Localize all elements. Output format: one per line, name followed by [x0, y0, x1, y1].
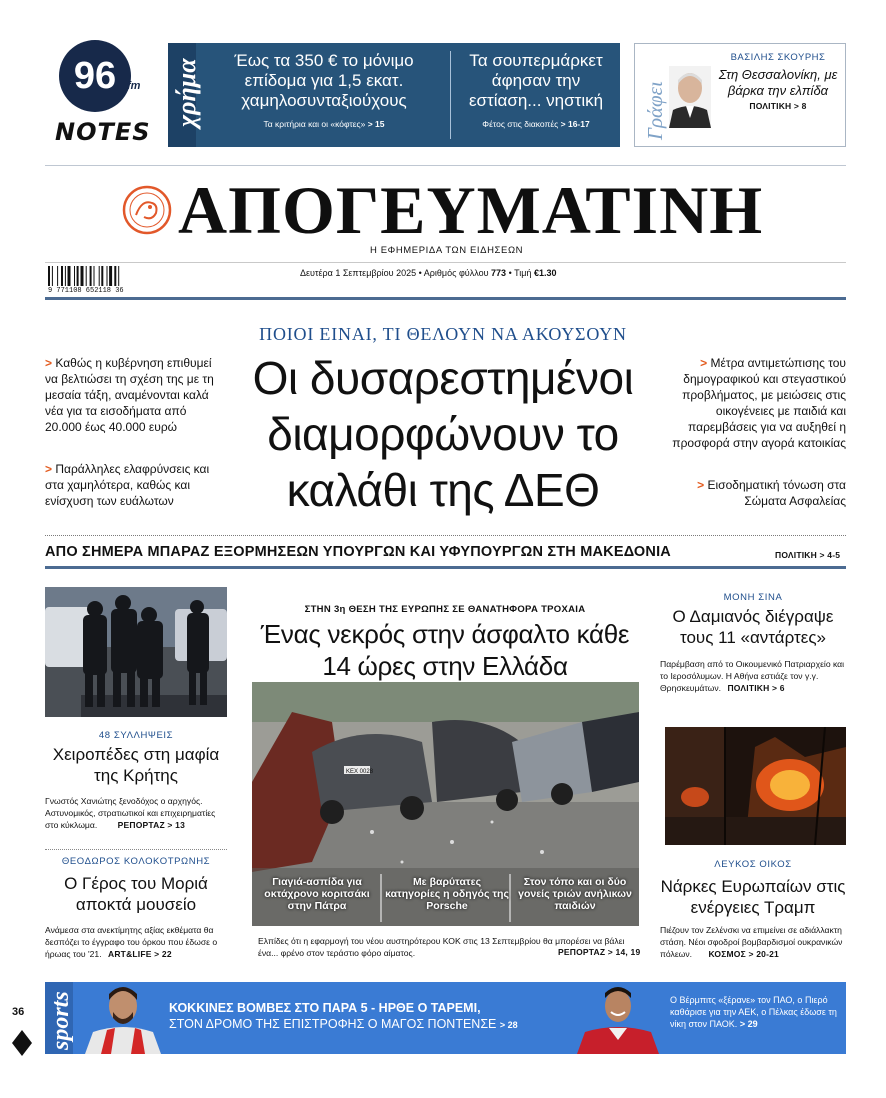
barcode-bar [65, 266, 66, 286]
left-dotted-divider [45, 849, 227, 850]
sinai-body: Παρέμβαση από το Οικουμενικό Πατριαρχείο και το Ιεροσόλυμων. Η Αθήνα εστιάζε τον γ.γ. Θρησκευμάτων. ΠΟΛΙΤΙΚΗ > 6 [660, 659, 845, 693]
barcode-bar [74, 266, 75, 286]
sinai-headline[interactable]: Ο Δαμιανός διέγραψε τους 11 «αντάρτες» [672, 607, 834, 647]
sports-section-tab: sports [45, 982, 73, 1054]
barcode-bar [81, 266, 84, 286]
crash-caption-3: Στον τόπο και οι δύο γονείς τριών ανήλικων παιδιών [518, 876, 632, 912]
barcode-bar [48, 266, 50, 286]
license-plate: ΚΕΧ 0028 [346, 769, 374, 775]
sports-line-2-ref: > 28 [499, 1020, 518, 1030]
money-teaser-1-ref: > 15 [367, 119, 385, 129]
masthead-title[interactable]: ΑΠΟΓΕΥΜΑΤΙΝΗ [178, 172, 764, 248]
barcode-bar [90, 266, 92, 286]
masthead-subtitle: Η ΕΦΗΜΕΡΙΔΑ ΤΩΝ ΕΙΔΗΣΕΩΝ [370, 245, 524, 256]
column-author: ΒΑΣΙΛΗΣ ΣΚΟΥΡΗΣ [730, 52, 826, 63]
museum-headline[interactable]: Ο Γέρος του Μοριά αποκτά μουσείο [64, 874, 208, 914]
sports-line-1: ΚΟΚΚΙΝΕΣ ΒΟΜΒΕΣ ΣΤΟ ΠΑΡΑ 5 - ΗΡΘΕ Ο ΤΑΡΕΜΙ, [169, 1001, 481, 1015]
barcode-bar [99, 266, 100, 286]
barcode-bar [109, 266, 112, 286]
lead-right-bullet-1: > Μέτρα αντιμετώπισης του δημογραφικού και στεγαστικού προβλήματος, με μειώσεις στις οικογένειες με παιδιά και παρεμβάσεις για να αυξηθεί η προσφορά στην αγορά κατοικίας [672, 356, 846, 450]
money-divider [450, 51, 451, 139]
museum-body: Ανάμεσα στα ανεκτίμητης αξίας εκθέματα θα δεσπόζει το έγγραφο του όρκου που έδωσε ο ήρωας του '21. ART&LIFE > 22 [45, 925, 218, 959]
barcode-bar [114, 266, 116, 286]
barcode-addon: 36 [115, 287, 124, 295]
museum-kicker: ΘΕΟΔΩΡΟΣ ΚΟΛΟΚΟΤΡΩΝΗΣ [61, 856, 211, 867]
bullet-arrow-icon: > [700, 356, 708, 370]
crash-caption-1: Γιαγιά-ασπίδα για οκτάχρονο κοριτσάκι στην Πάτρα [264, 876, 370, 912]
badge-fm: fm [127, 80, 141, 92]
money-teaser-1-headline: Έως τα 350 € το μόνιμο επίδομα για 1,5 εκατ. χαμηλοσυνταξιούχους [234, 51, 414, 110]
lead-banner-ref: ΠΟΛΙΤΙΚΗ > 4-5 [775, 550, 841, 560]
blue-divider-2 [45, 566, 846, 569]
notes-brand: NOTES [55, 118, 151, 146]
crete-headline[interactable]: Χειροπέδες στη μαφία της Κρήτης [52, 745, 220, 785]
barcode-bar [94, 266, 95, 286]
lead-headline[interactable]: Οι δυσαρεστημένοι διαμορφώνουν το καλάθι της ΔΕΘ [252, 352, 634, 516]
barcode-bar [118, 266, 119, 286]
museum-ref: ART&LIFE > 22 [108, 949, 172, 959]
lead-left-bullet-2: > Παράλληλες ελαφρύνσεις και στα χαμηλότερα, καθώς και ενίσχυση των ευάλωτων [45, 462, 210, 508]
lead-left-bullet-1: > Καθώς η κυβέρνηση επιθυμεί να βελτιώσει τη σχέση της με τη μεσαία τάξη, αναμένονται καλά νέα για τα εισοδήματα από 20.000 έως 40.000 ευρώ [45, 356, 214, 434]
sports-band[interactable] [45, 982, 846, 1054]
sports-main[interactable] [169, 1000, 569, 1033]
diamond-icon [12, 1030, 32, 1056]
sports-line-2: ΣΤΟΝ ΔΡΟΜΟ ΤΗΣ ΕΠΙΣΤΡΟΦΗΣ Ο ΜΑΓΟΣ ΠΟΝΤΕΝΣΕ [169, 1017, 497, 1031]
price-label: Τιμή [514, 268, 532, 278]
column-ref: ΠΟΛΙΤΙΚΗ > 8 [749, 101, 807, 111]
crash-caption-2: Με βαρύτατες κατηγορίες η οδηγός της Porsche [385, 876, 509, 912]
money-teaser-2-ref: > 16-17 [560, 119, 590, 129]
barcode-bar [61, 266, 63, 286]
bombing-fire-photo[interactable] [665, 727, 846, 845]
lead-right-bullet-2: > Εισοδηματική τόνωση στα Σώματα Ασφαλείας [697, 478, 846, 508]
whitehouse-headline[interactable]: Νάρκες Ευρωπαίων στις ενέργειες Τραμπ [660, 877, 846, 917]
road-body: Ελπίδες ότι η εφαρμογή του νέου αυστηρότερου ΚΟΚ στις 13 Σεπτεμβρίου θα μπορέσει να βάλει ένα... φρένο στον τεράστιο φόρο αίματος. [258, 936, 625, 958]
barcode-bar [57, 266, 58, 286]
blue-divider-1 [45, 297, 846, 300]
issue-info: Δευτέρα 1 Σεπτεμβρίου 2025 • Αριθμός φύλλου 773 • Τιμή €1.30 [300, 268, 557, 278]
player-photo-left [81, 982, 165, 1054]
bullet-arrow-icon: > [45, 462, 53, 476]
money-section-tab: χρήμα [168, 43, 196, 147]
top-divider [45, 165, 846, 166]
bullet-arrow-icon: > [45, 356, 53, 370]
column-section-tab: Γράφει [643, 81, 667, 140]
money-teaser-1-subline: Τα κριτήρια και οι «κόφτες» [263, 119, 366, 129]
road-headline[interactable]: Ένας νεκρός στην άσφαλτο κάθε 14 ώρες στην Ελλάδα [260, 619, 630, 681]
police-arrest-photo[interactable] [45, 587, 227, 717]
whitehouse-ref: ΚΟΣΜΟΣ > 20-21 [708, 949, 779, 959]
issue-label: Αριθμός φύλλου [423, 268, 489, 278]
barcode-bar [77, 266, 79, 286]
badge-96: 96 [59, 40, 131, 112]
whitehouse-kicker: ΛΕΥΚΟΣ ΟΙΚΟΣ [714, 859, 792, 870]
money-teaser-box[interactable] [168, 43, 620, 147]
lead-banner[interactable]: ΑΠΟ ΣΗΜΕΡΑ ΜΠΑΡΑΖ ΕΞΟΡΜΗΣΕΩΝ ΥΠΟΥΡΓΩΝ ΚΑΙ ΥΦΥΠΟΥΡΓΩΝ ΣΤΗ ΜΑΚΕΔΟΝΙΑ [45, 544, 671, 560]
barcode-bar [107, 266, 108, 286]
crete-kicker: 48 ΣΥΛΛΗΨΕΙΣ [98, 730, 174, 741]
money-teaser-2[interactable] [456, 51, 616, 129]
money-teaser-2-subline: Φέτος στις διακοπές [482, 119, 559, 129]
masthead-divider [45, 262, 846, 263]
issue-date: Δευτέρα 1 Σεπτεμβρίου 2025 [300, 268, 417, 278]
barcode-bar [86, 266, 87, 286]
opinion-column-box[interactable] [634, 43, 846, 147]
bullet-arrow-icon: > [697, 478, 705, 492]
masthead-seal-icon [122, 185, 172, 235]
barcode-bar [68, 266, 71, 286]
barcode-bar [101, 266, 103, 286]
player-photo-right [575, 982, 661, 1054]
road-kicker: ΣΤΗΝ 3η ΘΕΣΗ ΤΗΣ ΕΥΡΩΠΗΣ ΣΕ ΘΑΝΑΤΗΦΟΡΑ ΤΡΟΧΑΙΑ [304, 604, 586, 615]
price: €1.30 [533, 268, 557, 278]
dotted-divider [45, 535, 846, 536]
column-headline: Στη Θεσσαλονίκη, με βάρκα την ελπίδα [718, 67, 838, 98]
author-photo [669, 66, 711, 128]
road-ref: ΡΕΠΟΡΤΑΖ > 14, 19 [558, 947, 641, 957]
lead-kicker: ΠΟΙΟΙ ΕΙΝΑΙ, ΤΙ ΘΕΛΟΥΝ ΝΑ ΑΚΟΥΣΟΥΝ [259, 324, 627, 344]
sinai-kicker: ΜΟΝΗ ΣΙΝΑ [723, 592, 783, 603]
whitehouse-body: Πιέζουν τον Ζελένσκι να επιμείνει σε αδιάλλακτη στάση. Νέοι σφοδροί βομβαρδισμοί ουκρανικών πόλεων. ΚΟΣΜΟΣ > 20-21 [660, 925, 843, 959]
crete-body: Γνωστός Χανιώτης ξενοδόχος ο αρχηγός. Αστυνομικός, στρατιωτικοί και επιχειρηματίες στο κύκλωμα. ΡΕΠΟΡΤΑΖ > 13 [45, 796, 216, 830]
barcode-bar [52, 266, 53, 286]
barcode-number: 9 771108 652118 36 [48, 287, 124, 295]
money-teaser-2-headline: Τα σουπερμάρκετ άφησαν την εστίαση... νηστική [468, 51, 604, 110]
money-teaser-1[interactable] [204, 51, 444, 129]
sports-side-ref: > 29 [739, 1019, 758, 1029]
page-number: 36 [12, 1006, 25, 1018]
notes-96fm-logo[interactable] [55, 40, 151, 148]
sports-side-text: Ο Βέρμπιτς «ξέρανε» τον ΠΑΟ, ο Πιερό καθάρισε για την ΑΕΚ, ο Πέλκας έδωσε τη νίκη στον ΠΑΟΚ. > 29 [670, 995, 837, 1029]
crete-ref: ΡΕΠΟΡΤΑΖ > 13 [117, 820, 186, 830]
issue-number: 773 [491, 268, 507, 278]
sinai-ref: ΠΟΛΙΤΙΚΗ > 6 [727, 683, 785, 693]
